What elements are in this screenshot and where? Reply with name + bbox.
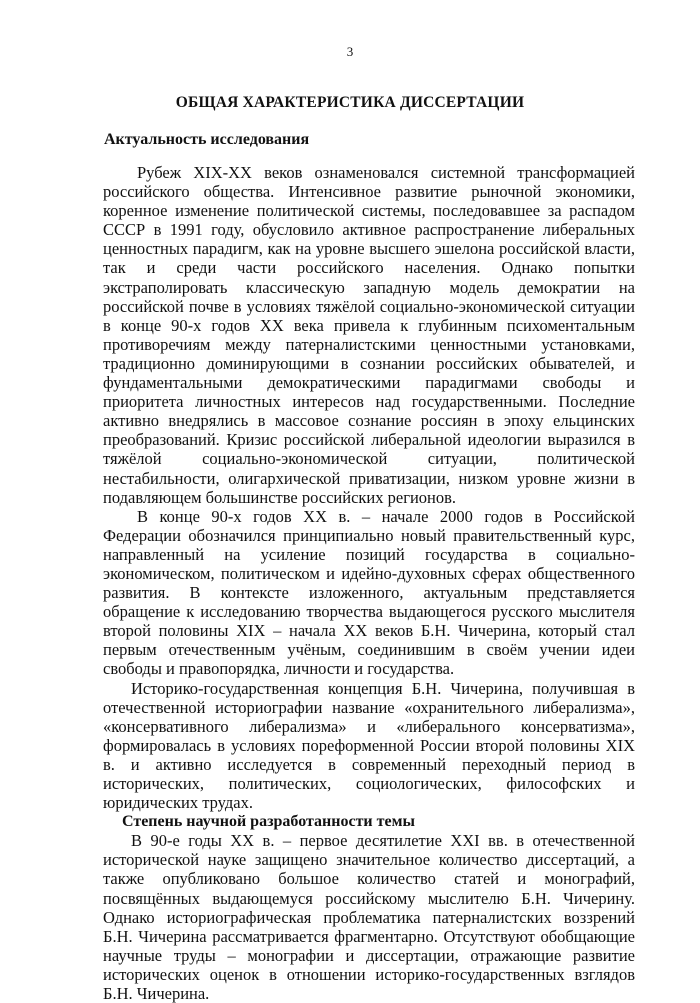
- paragraph-research-degree-1: В 90-е годы XX в. – первое десятилетие XXI вв. в отечественной исторической науке защищено значительное количество диссертаций, а также опубликовано большое количество статей и монографий, посвящённых выдающемуся российскому мыслителю Б.Н. Чичерину. Однако историографическая проблематика патерналистских воззрений Б.Н. Чичерина рассматривается фрагментарно. Отсутствуют обобщающие научные труды – монографии и диссертации, отражающие развитие исторических оценок в отношении историко-государственных взглядов Б.Н. Чичерина.: [103, 831, 635, 1003]
- paragraph-relevance-1: Рубеж XIX-XX веков ознаменовался системной трансформацией российского общества. Интенсивное развитие рыночной экономики, коренное изменение политической системы, последовавшее за распадом СССР в 1991 году, обусловило активное распространение либеральных ценностных парадигм, как на уровне высшего эшелона российской власти, так и среди части российского населения. Однако попытки экстраполировать классическую западную модель демократии на российской почве в условиях тяжёлой социально-экономической ситуации в конце 90-х годов XX века привела к глубинным психоментальным противоречиям между патерналистскими ценностными установками, традиционно доминирующими в сознании российских обывателей, и фундаментальными демократическими парадигмами свободы и приоритета личностных интересов над государственными. Последние активно внедрялись в массовое сознание россиян в эпоху ельцинских преобразований. Кризис российской либеральной идеологии выразился в тяжёлой социально-экономической ситуации, политической нестабильности, олигархической приватизации, низком уровне жизни в подавляющем большинстве российских регионов.: [103, 163, 635, 507]
- section-heading-relevance: Актуальность исследования: [104, 131, 310, 148]
- paragraph-relevance-2: В конце 90-х годов XX в. – начале 2000 годов в Российской Федерации обозначился принципиально новый правительственный курс, направленный на усиление позиций государства в социально-экономическом, политическом и идейно-духовных сферах общественного развития. В контексте изложенного, актуальным представляется обращение к исследованию творчества выдающегося русского мыслителя второй половины XIX – начала XX веков Б.Н. Чичерина, который стал первым отечественным учёным, соединившим в своём учении идеи свободы и правопорядка, личности и государства.: [103, 506, 635, 679]
- section-heading-research-degree: Степень научной разработанности темы: [122, 813, 415, 831]
- document-title: ОБЩАЯ ХАРАКТЕРИСТИКА ДИССЕРТАЦИИ: [175, 94, 525, 111]
- page-number: 3: [346, 44, 354, 59]
- document-body: [103, 163, 635, 1003]
- paragraph-relevance-3: Историко-государственная концепция Б.Н. Чичерина, получившая в отечественной историографии название «охранительного либерализма», «консервативного либерализма» и «либерального консерватизма», формировалась в условиях пореформенной России второй половины XIX в. и активно исследуется в современный переходный период в исторических, политических, социологических, философских и юридических трудах.: [103, 678, 635, 813]
